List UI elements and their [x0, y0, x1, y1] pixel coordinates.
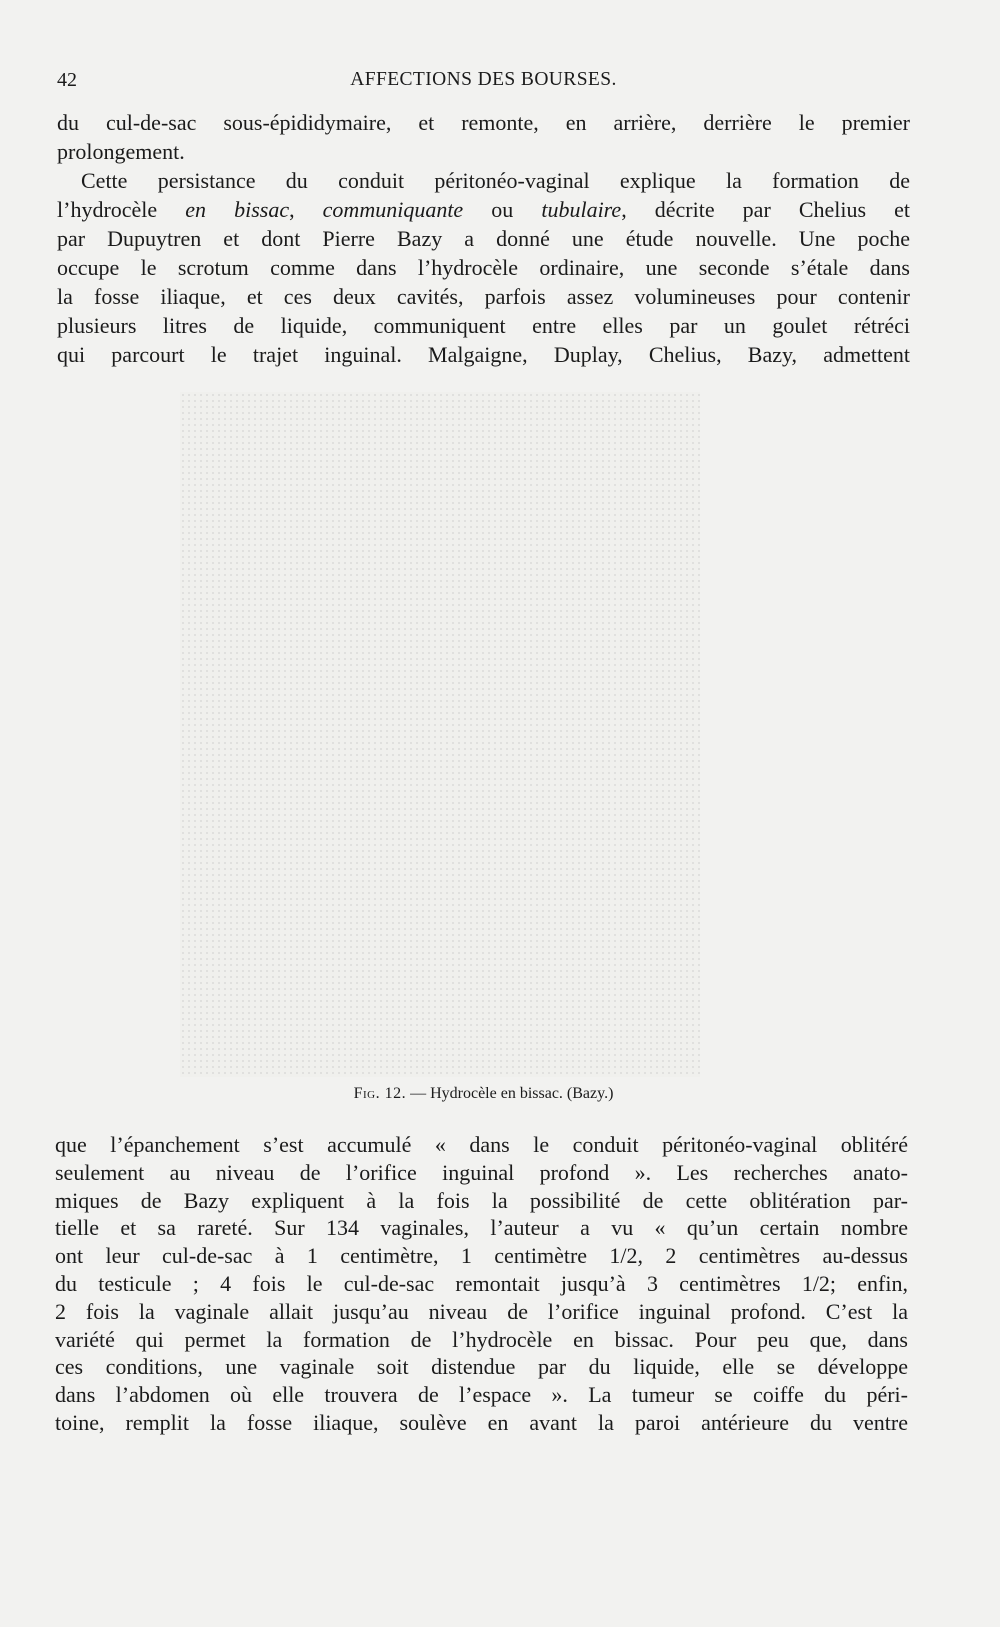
italic-term: communiquante	[322, 197, 464, 222]
text-line: la fosse iliaque, et ces deux cavités, parfois assez volumineuses pour contenir	[57, 284, 910, 309]
top-paragraph	[57, 108, 910, 369]
text-line: que l’épanchement s’est accumulé « dans le conduit péritonéo-vaginal oblitéré	[55, 1132, 908, 1157]
text-segment: ou	[463, 197, 542, 222]
text-line: du testicule ; 4 fois le cul-de-sac remontait jusqu’à 3 centimètres 1/2; enfin,	[55, 1270, 908, 1296]
text-line: par Dupuytren et dont Pierre Bazy a donné une étude nouvelle. Une poche	[57, 226, 910, 251]
text-line: miques de Bazy expliquent à la fois la possibilité de cette oblitération par-	[55, 1187, 908, 1213]
text-line: toine, remplit la fosse iliaque, soulève en avant la paroi antérieure du ventre	[55, 1409, 908, 1435]
text-line: tielle et sa rareté. Sur 134 vaginales, l’auteur a vu « qu’un certain nombre	[55, 1215, 908, 1241]
running-title: AFFECTIONS DES BOURSES.	[350, 69, 617, 90]
text-line: variété qui permet la formation de l’hydrocèle en bissac. Pour peu que, dans	[55, 1326, 908, 1352]
text-line: 2 fois la vaginale allait jusqu’au niveau de l’orifice inguinal profond. C’est la	[55, 1298, 908, 1324]
text-line: seulement au niveau de l’orifice inguinal profond ». Les recherches anato-	[55, 1159, 908, 1185]
figure-caption-text: — Hydrocèle en bissac. (Bazy.)	[410, 1085, 614, 1102]
text-line: prolongement.	[57, 139, 185, 164]
text-line: qui parcourt le trajet inguinal. Malgaigne, Duplay, Chelius, Bazy, admettent	[57, 342, 910, 367]
figure-label: Fig. 12.	[353, 1085, 407, 1102]
text-line: Cette persistance du conduit péritonéo-vaginal explique la formation de	[81, 168, 910, 193]
text-line: ont leur cul-de-sac à 1 centimètre, 1 centimètre 1/2, 2 centimètres au-dessus	[55, 1243, 908, 1269]
figure-illustration	[180, 392, 700, 1077]
text-line: plusieurs litres de liquide, communiquent entre elles par un goulet rétréci	[57, 313, 910, 338]
text-line: dans l’abdomen où elle trouvera de l’espace ». La tumeur se coiffe du péri-	[55, 1382, 908, 1408]
text-line: occupe le scrotum comme dans l’hydrocèle ordinaire, une seconde s’étale dans	[57, 255, 910, 280]
text-segment: ,	[289, 197, 323, 222]
text-line	[57, 195, 910, 224]
text-segment: l’hydrocèle	[57, 197, 186, 222]
text-line: ces conditions, une vaginale soit distendue par du liquide, elle se développe	[55, 1354, 908, 1380]
page-number: 42	[57, 69, 77, 91]
text-segment: , décrite par Chelius et	[621, 197, 910, 222]
figure-caption	[57, 1082, 910, 1106]
bottom-paragraph	[55, 1131, 908, 1437]
text-line: du cul-de-sac sous-épididymaire, et remonte, en arrière, derrière le premier	[57, 110, 910, 135]
italic-term: en bissac	[185, 197, 290, 222]
italic-term: tubulaire	[541, 197, 622, 222]
